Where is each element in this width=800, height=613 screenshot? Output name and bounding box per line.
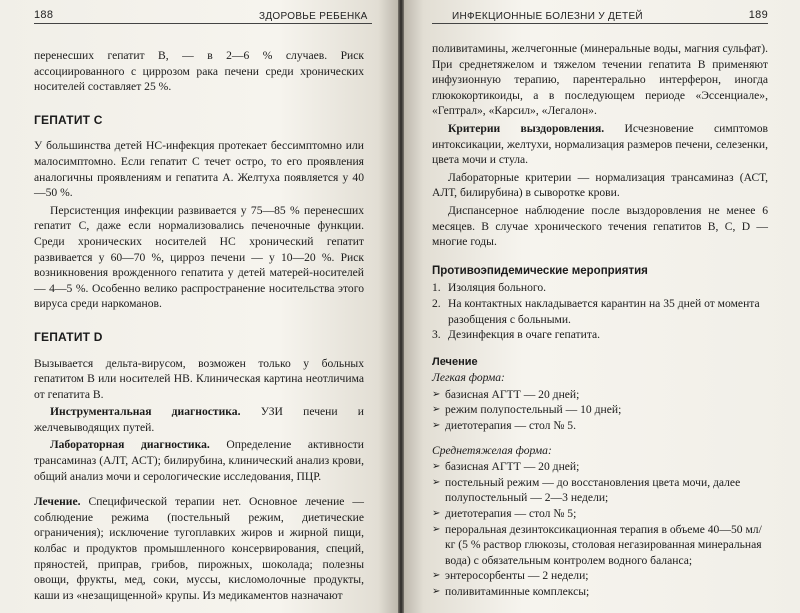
paragraph-recovery-criteria bbox=[432, 121, 768, 168]
list-item bbox=[432, 459, 768, 475]
running-title: ИНФЕКЦИОННЫЕ БОЛЕЗНИ У ДЕТЕЙ bbox=[452, 11, 643, 22]
page-number: 188 bbox=[34, 9, 54, 21]
list-item-text: базисная АГТТ — 20 дней; bbox=[445, 387, 580, 401]
list-item bbox=[432, 296, 768, 327]
arrow-bullet-icon: ➢ bbox=[432, 508, 441, 520]
run-in-heading: Инструментальная диагностика. bbox=[50, 405, 241, 419]
page-number: 189 bbox=[748, 9, 768, 21]
arrow-bullet-icon: ➢ bbox=[432, 404, 441, 416]
left-running-header bbox=[34, 6, 372, 24]
list-item-text: На контактных накладывается карантин на 35 дней от момента разобщения с больными. bbox=[448, 296, 760, 326]
list-item-text: пероральная дезинтоксикационная терапия в объеме 40—50 мл/кг (5 % раствор глюкозы, столовая негазированная минеральная вода) с обязательным контролем водного баланса; bbox=[445, 522, 762, 567]
moderate-form-list bbox=[432, 459, 768, 599]
run-in-heading: Лечение. bbox=[34, 495, 81, 509]
paragraph-instrumental-diagnostics bbox=[34, 404, 364, 435]
right-running-header bbox=[432, 6, 768, 24]
list-number: 2. bbox=[432, 296, 441, 310]
list-number: 1. bbox=[432, 281, 441, 295]
running-title: ЗДОРОВЬЕ РЕБЕНКА bbox=[259, 11, 368, 22]
intro-paragraph: перенесших гепатит В, — в 2—6 % случаев. Риск ассоциированного с циррозом рака печени среди хронических носителей составляет 25 %. bbox=[34, 49, 364, 94]
epidemic-measures-heading: Противоэпидемические мероприятия bbox=[432, 264, 648, 277]
paragraph-text: Исчезновение симптомов интоксикации, желтухи, нормализация размеров печени, селезенки, цвета мочи и стула. bbox=[432, 121, 768, 167]
arrow-bullet-icon: ➢ bbox=[432, 461, 441, 473]
left-page bbox=[0, 0, 398, 613]
arrow-bullet-icon: ➢ bbox=[432, 388, 441, 400]
paragraph: Лабораторные критерии — нормализация трансаминаз (АСТ, АЛТ, билирубина) в сыворотке крови. bbox=[432, 170, 768, 200]
right-page-content bbox=[432, 41, 768, 601]
list-item bbox=[432, 387, 768, 403]
moderate-form-label: Среднетяжелая форма: bbox=[432, 443, 552, 457]
paragraph-text: Специфической терапии нет. Основное лечение — соблюдение режима (постельный режим, диетические ограничения); исключение тугоплавких жиров и жирной пищи, колбас и продуктов промышленного консервирования, специй, пряностей, приправ, грибов, пирожных, шоколада; полезны овощи, фрукты, мед, соки, муссы, кисломолочные продукты, каши из «незащищенной» крупы. Из медикаментов назначают bbox=[34, 495, 364, 602]
paragraph: Персистенция инфекции развивается у 75—85 % перенесших гепатит С, даже если нормализовались печеночные функции. Среди хронических носителей НС хронический гепатит развивается у 60—70 %, цирроз печени — у 10—20 %. Риск возникновения врожденного гепатита у детей матерей-носителей — 4—5 %. Особенно велико распространение носительства этого вируса среди наркоманов. bbox=[34, 203, 364, 311]
paragraph-lab-diagnostics bbox=[34, 437, 364, 484]
paragraph-text: УЗИ печени и желчевыводящих путей. bbox=[34, 405, 364, 434]
list-item bbox=[432, 584, 768, 600]
mild-form-label: Легкая форма: bbox=[432, 371, 505, 385]
list-item bbox=[432, 568, 768, 584]
right-page bbox=[404, 0, 800, 613]
list-item bbox=[432, 418, 768, 434]
paragraph: Диспансерное наблюдение после выздоровления не менее 6 месяцев. В случае хронического течения гепатитов В, С, D — многие годы. bbox=[432, 203, 768, 249]
paragraph-treatment bbox=[34, 494, 364, 603]
list-item-text: Изоляция больного. bbox=[448, 281, 547, 295]
section-heading-hepatitis-c: ГЕПАТИТ С bbox=[34, 112, 103, 127]
list-number: 3. bbox=[432, 328, 441, 342]
paragraph: Вызывается дельта-вирусом, возможен только у больных гепатитом В или носителей НВ. Клиническая картина неотличима от гепатита В. bbox=[34, 356, 364, 401]
epidemic-measures-list bbox=[432, 280, 768, 342]
section-heading-hepatitis-d: ГЕПАТИТ D bbox=[34, 329, 103, 344]
list-item-text: диетотерапия — стол № 5. bbox=[445, 419, 576, 433]
list-item-text: Дезинфекция в очаге гепатита. bbox=[448, 328, 601, 342]
mild-form-list bbox=[432, 387, 768, 434]
list-item bbox=[432, 327, 768, 343]
arrow-bullet-icon: ➢ bbox=[432, 570, 441, 582]
arrow-bullet-icon: ➢ bbox=[432, 476, 441, 488]
arrow-bullet-icon: ➢ bbox=[432, 523, 441, 535]
arrow-bullet-icon: ➢ bbox=[432, 586, 441, 597]
list-item-text: базисная АГТТ — 20 дней; bbox=[445, 460, 580, 474]
treatment-heading: Лечение bbox=[432, 355, 478, 368]
list-item-text: энтеросорбенты — 2 недели; bbox=[445, 569, 589, 583]
arrow-bullet-icon: ➢ bbox=[432, 420, 441, 432]
list-item-text: режим полупостельный — 10 дней; bbox=[445, 403, 622, 417]
paragraph: поливитамины, желчегонные (минеральные воды, магния сульфат). При среднетяжелом и тяжелом течении гепатита В применяют инфузионную терапию, парентерально интерферон, иногда глюкокортикоиды, а в последующем периоде «Эссенциале», «Гептрал», «Карсил», «Легалон». bbox=[432, 42, 768, 118]
paragraph: У большинства детей НС-инфекция протекает бессимптомно или малосимптомно. Если гепатит С течет остро, то его проявления аналогичны проявлениям и гепатита А. Желтуха появляется у 40—50 %. bbox=[34, 139, 364, 200]
list-item-text: поливитаминные комплексы; bbox=[445, 585, 590, 598]
list-item bbox=[432, 475, 768, 506]
run-in-heading: Критерии выздоровления. bbox=[448, 121, 605, 135]
paragraph-text: Определение активности трансаминаз (АЛТ, АСТ); билирубина, клинический анализ крови, общий анализ мочи и серологические исследования, ПЦР. bbox=[34, 438, 364, 483]
list-item-text: постельный режим — до восстановления цвета мочи, далее полупостельный — 2—3 недели; bbox=[445, 475, 741, 505]
run-in-heading: Лабораторная диагностика. bbox=[50, 438, 210, 452]
list-item bbox=[432, 280, 768, 296]
list-item bbox=[432, 506, 768, 522]
left-page-content bbox=[34, 48, 364, 605]
list-item-text: диетотерапия — стол № 5; bbox=[445, 507, 577, 521]
list-item bbox=[432, 522, 768, 569]
list-item bbox=[432, 402, 768, 418]
